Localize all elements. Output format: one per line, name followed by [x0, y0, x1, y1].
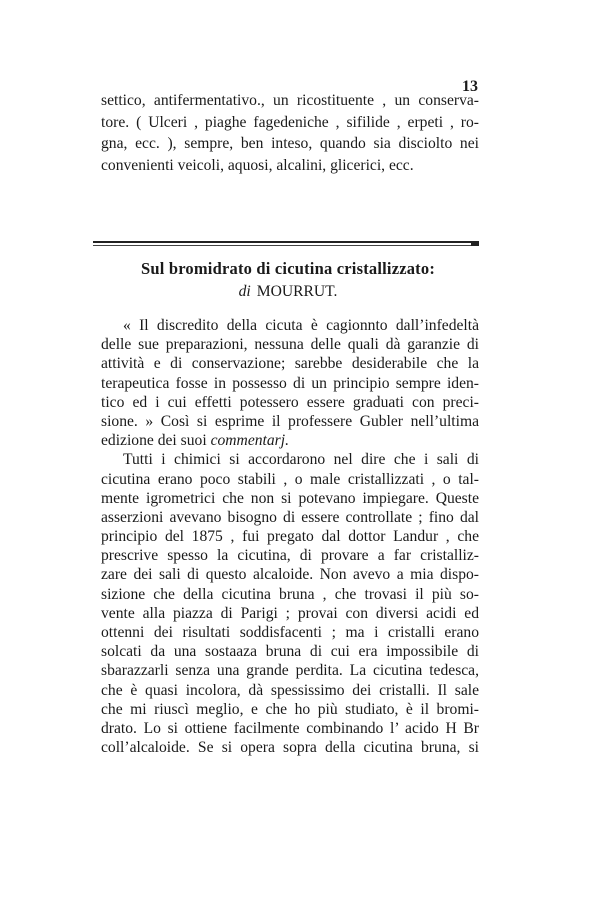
text-line: mente igrometrici che non si potevano impiegare. Queste	[101, 489, 479, 507]
section-divider	[93, 241, 479, 246]
text-line: Tutti i chimici si accordarono nel dire che i sali di	[123, 451, 479, 469]
author-name: MOURRUT.	[256, 283, 338, 300]
byline-prefix: di	[238, 283, 251, 300]
page-number: 13	[462, 78, 478, 95]
text-line: edizione dei suoi	[101, 432, 207, 450]
text-line	[101, 431, 479, 450]
article-body	[101, 316, 479, 757]
text-line: sbarazzarli senza una grande perdita. La cicutina tedesca,	[101, 662, 479, 680]
text-line: che mi riuscì meglio, e che ho più studiato, è il bromi-	[101, 700, 479, 718]
intro-paragraph	[101, 90, 479, 177]
text-line: prescrive spesso la cicutina, di provare a far cristalliz-	[101, 547, 479, 565]
text-line: sizione che della cicutina bruna , che trovasi il più so-	[101, 585, 479, 603]
text-line: coll’alcaloide. Se si opera sopra della cicutina bruna, si	[101, 739, 479, 757]
text-line: vente alla piazza di Parigi ; provai con diversi acidi ed	[101, 604, 479, 622]
text-line: zare dei sali di questo alcaloide. Non avevo a mia dispo-	[101, 566, 479, 584]
text-line: drato. Lo si ottiene facilmente combinando l’ acido H Br	[101, 719, 479, 737]
article-byline	[93, 283, 483, 301]
text-line: tore. ( Ulceri , piaghe fagedeniche , sifilide , erpeti , ro-	[101, 113, 479, 131]
text-line: sione. » Così si esprime il professere Gubler nell’ultima	[101, 412, 479, 430]
text-line: terapeutica fosse in possesso di un principio sempre iden-	[101, 374, 479, 392]
text-line: che è quasi incolora, dà spessissimo dei cristalli. Il sale	[101, 681, 479, 699]
text-line: cicutina erano poco stabili , o male cristallizzati , o tal-	[101, 470, 479, 488]
text-line: gna, ecc. ), sempre, ben inteso, quando sia disciolto nei	[101, 135, 479, 153]
text-line: tico ed i cui effetti potessero essere graduati con preci-	[101, 393, 479, 411]
italic-word: commentarj.	[210, 432, 289, 450]
text-line: attività e di conservazione; sarebbe desiderabile che la	[101, 355, 479, 373]
text-line: solcati da una sostaaza bruna di cui era impossibile di	[101, 643, 479, 661]
text-line: asserzioni avevano bisogno di essere controllate ; fino dal	[101, 508, 479, 526]
text-line: principio del 1875 , fui pregato dal dottor Landur , che	[101, 528, 479, 546]
article-title: Sul bromidrato di cicutina cristallizzato:	[140, 259, 436, 278]
text-line: convenienti veicoli, aquosi, alcalini, glicerici, ecc.	[101, 157, 414, 175]
text-line: settico, antifermentativo., un ricostituente , un conserva-	[101, 92, 479, 109]
text-line: delle sue preparazioni, nessuna delle quali dà garanzie di	[101, 336, 479, 354]
text-line: ottenni dei risultati soddisfacenti ; ma i cristalli erano	[101, 624, 479, 641]
text-line: « Il discredito della cicuta è cagionnto dall’infedeltà	[123, 317, 479, 334]
